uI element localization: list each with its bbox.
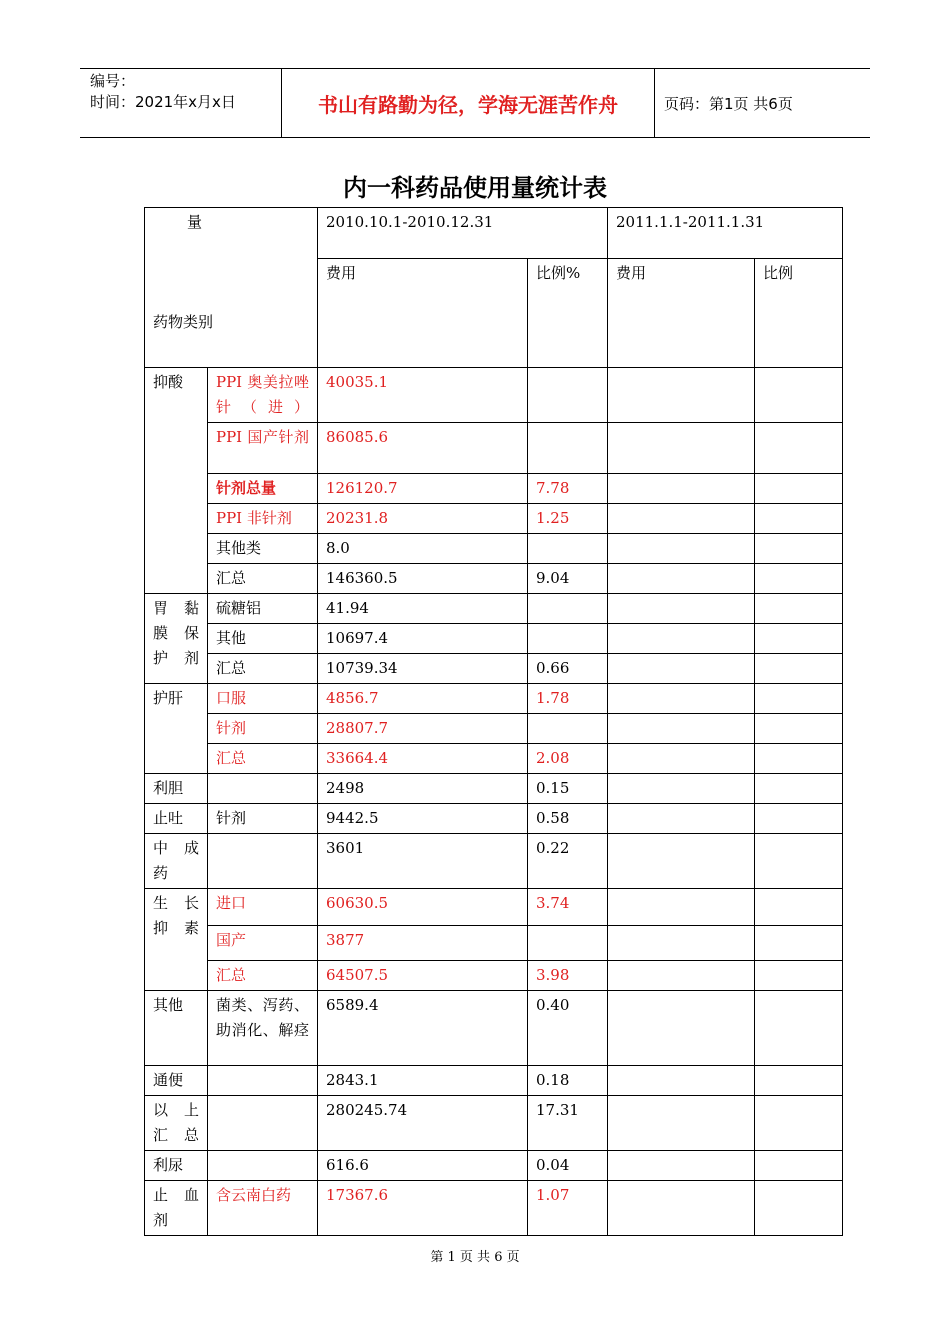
table-row (145, 1096, 843, 1151)
subcategory-cell: 其他 (208, 624, 318, 654)
ratio-cell: 1.25 (528, 504, 608, 534)
ratio-cell-2 (755, 714, 843, 744)
subcategory-cell (208, 774, 318, 804)
cost-cell-2 (608, 1151, 755, 1181)
ratio-cell: 1.07 (528, 1181, 608, 1236)
cost-cell: 20231.8 (318, 504, 528, 534)
cost-cell-2 (608, 714, 755, 744)
table-row (145, 1151, 843, 1181)
table-row (145, 594, 843, 624)
table-row (145, 926, 843, 961)
ratio-cell-2 (755, 1066, 843, 1096)
ratio-cell-2 (755, 1096, 843, 1151)
cost-cell-2 (608, 624, 755, 654)
ratio-cell (528, 624, 608, 654)
subcategory-cell: PPI 国产针剂 (208, 423, 318, 474)
subcategory-cell: 口服 (208, 684, 318, 714)
table-row (145, 368, 843, 423)
cost-cell: 280245.74 (318, 1096, 528, 1151)
table-row (145, 774, 843, 804)
cost-cell: 126120.7 (318, 474, 528, 504)
subcategory-cell (208, 1096, 318, 1151)
table-row (145, 834, 843, 889)
cost-cell-2 (608, 1066, 755, 1096)
subcategory-cell: PPI 奥美拉唑针（进） (208, 368, 318, 423)
cost-cell: 28807.7 (318, 714, 528, 744)
table-row (145, 474, 843, 504)
ratio-cell: 0.04 (528, 1151, 608, 1181)
cost-cell: 60630.5 (318, 889, 528, 926)
table-row (145, 804, 843, 834)
category-cell: 抑酸 (145, 368, 208, 594)
cost-cell: 2498 (318, 774, 528, 804)
table-row (145, 1181, 843, 1236)
cost-cell-2 (608, 594, 755, 624)
cost-cell-2 (608, 423, 755, 474)
table-row (145, 744, 843, 774)
cost-cell: 40035.1 (318, 368, 528, 423)
header-left (90, 71, 236, 113)
subcategory-cell: 针剂 (208, 804, 318, 834)
ratio-cell-2 (755, 423, 843, 474)
category-cell: 通便 (145, 1066, 208, 1096)
cost-header-2: 费用 (608, 259, 755, 368)
category-cell: 止吐 (145, 804, 208, 834)
cost-cell: 4856.7 (318, 684, 528, 714)
table-row (145, 961, 843, 991)
ratio-cell: 0.58 (528, 804, 608, 834)
table-row (145, 504, 843, 534)
cost-cell: 8.0 (318, 534, 528, 564)
category-cell: 胃 黏膜 保护剂 (145, 594, 208, 684)
ratio-cell-2 (755, 1151, 843, 1181)
ratio-cell-2 (755, 624, 843, 654)
table-row (145, 684, 843, 714)
motto: 书山有路勤为径，学海无涯苦作舟 (318, 92, 618, 117)
ratio-header-2: 比例 (755, 259, 843, 368)
number-label: 编号： (90, 72, 136, 90)
category-cell: 生 长抑素 (145, 889, 208, 991)
ratio-cell-2 (755, 774, 843, 804)
category-cell: 以 上汇总 (145, 1096, 208, 1151)
ratio-cell: 3.74 (528, 889, 608, 926)
cost-cell: 146360.5 (318, 564, 528, 594)
cost-cell-2 (608, 684, 755, 714)
subcategory-cell: 针剂 (208, 714, 318, 744)
table-row (145, 714, 843, 744)
table-row (145, 534, 843, 564)
subcategory-cell: 进口 (208, 889, 318, 926)
ratio-cell (528, 423, 608, 474)
ratio-cell (528, 714, 608, 744)
ratio-cell-2 (755, 889, 843, 926)
ratio-cell-2 (755, 368, 843, 423)
cost-cell-2 (608, 534, 755, 564)
cost-cell-2 (608, 368, 755, 423)
cost-cell: 64507.5 (318, 961, 528, 991)
time-label: 时间：2021年x月x日 (90, 93, 236, 111)
cost-cell-2 (608, 774, 755, 804)
period2-header: 2011.1.1-2011.1.31 (608, 208, 843, 259)
ratio-cell-2 (755, 991, 843, 1066)
ratio-cell-2 (755, 926, 843, 961)
cost-cell: 3601 (318, 834, 528, 889)
cost-cell-2 (608, 744, 755, 774)
cost-cell: 3877 (318, 926, 528, 961)
ratio-cell: 0.40 (528, 991, 608, 1066)
corner-bottom-label: 药物类别 (153, 313, 214, 331)
cost-cell: 616.6 (318, 1151, 528, 1181)
ratio-cell-2 (755, 564, 843, 594)
cost-cell-2 (608, 1181, 755, 1236)
cost-cell-2 (608, 804, 755, 834)
ratio-cell-2 (755, 834, 843, 889)
subcategory-cell (208, 1151, 318, 1181)
subcategory-cell: 汇总 (208, 564, 318, 594)
table-row (145, 889, 843, 926)
ratio-cell-2 (755, 474, 843, 504)
ratio-cell (528, 594, 608, 624)
corner-cell (145, 208, 318, 368)
ratio-cell-2 (755, 961, 843, 991)
ratio-cell-2 (755, 684, 843, 714)
cost-cell: 6589.4 (318, 991, 528, 1066)
ratio-cell: 1.78 (528, 684, 608, 714)
table-row (145, 654, 843, 684)
cost-cell-2 (608, 564, 755, 594)
subcategory-cell: 其他类 (208, 534, 318, 564)
ratio-cell-2 (755, 534, 843, 564)
ratio-cell-2 (755, 1181, 843, 1236)
cost-cell-2 (608, 889, 755, 926)
table-row (145, 1066, 843, 1096)
cost-cell: 9442.5 (318, 804, 528, 834)
page-title: 内一科药品使用量统计表 (343, 174, 607, 202)
cost-cell: 10739.34 (318, 654, 528, 684)
ratio-cell: 3.98 (528, 961, 608, 991)
page-info: 页码：第1页 共6页 (664, 95, 793, 113)
category-cell: 利胆 (145, 774, 208, 804)
subcategory-cell (208, 1066, 318, 1096)
subcategory-cell: 含云南白药 (208, 1181, 318, 1236)
table-row (145, 991, 843, 1066)
page-footer: 第 1 页 共 6 页 (430, 1250, 520, 1265)
category-cell: 利尿 (145, 1151, 208, 1181)
ratio-cell-2 (755, 594, 843, 624)
cost-cell: 33664.4 (318, 744, 528, 774)
cost-cell: 2843.1 (318, 1066, 528, 1096)
category-cell: 中 成药 (145, 834, 208, 889)
cost-cell-2 (608, 654, 755, 684)
cost-cell: 41.94 (318, 594, 528, 624)
ratio-cell (528, 534, 608, 564)
cost-cell-2 (608, 834, 755, 889)
category-cell: 其他 (145, 991, 208, 1066)
ratio-header: 比例% (528, 259, 608, 368)
period1-header: 2010.10.1-2010.12.31 (318, 208, 608, 259)
table-row (145, 564, 843, 594)
cost-cell-2 (608, 1096, 755, 1151)
ratio-cell: 0.66 (528, 654, 608, 684)
ratio-cell-2 (755, 744, 843, 774)
subcategory-cell: PPI 非针剂 (208, 504, 318, 534)
subcategory-cell: 汇总 (208, 961, 318, 991)
ratio-cell (528, 368, 608, 423)
subcategory-cell: 汇总 (208, 654, 318, 684)
subcategory-cell (208, 834, 318, 889)
ratio-cell (528, 926, 608, 961)
table-row (145, 208, 843, 259)
subcategory-cell: 汇总 (208, 744, 318, 774)
subcategory-cell: 硫糖铝 (208, 594, 318, 624)
header-divider (654, 69, 655, 137)
cost-cell: 17367.6 (318, 1181, 528, 1236)
ratio-cell: 17.31 (528, 1096, 608, 1151)
ratio-cell-2 (755, 504, 843, 534)
ratio-cell-2 (755, 654, 843, 684)
subcategory-cell: 国产 (208, 926, 318, 961)
ratio-cell: 7.78 (528, 474, 608, 504)
cost-cell-2 (608, 991, 755, 1066)
subcategory-cell: 菌类、泻药、助消化、解痉 (208, 991, 318, 1066)
subcategory-cell: 针剂总量 (208, 474, 318, 504)
drug-usage-table (144, 207, 843, 1236)
table-row (145, 624, 843, 654)
ratio-cell: 2.08 (528, 744, 608, 774)
cost-cell-2 (608, 961, 755, 991)
cost-cell: 86085.6 (318, 423, 528, 474)
cost-cell-2 (608, 474, 755, 504)
table-row (145, 423, 843, 474)
cost-cell: 10697.4 (318, 624, 528, 654)
cost-cell-2 (608, 926, 755, 961)
cost-cell-2 (608, 504, 755, 534)
ratio-cell: 9.04 (528, 564, 608, 594)
corner-top-label: 量 (187, 213, 203, 231)
document-header (80, 68, 870, 138)
ratio-cell-2 (755, 804, 843, 834)
ratio-cell: 0.18 (528, 1066, 608, 1096)
cost-header: 费用 (318, 259, 528, 368)
category-cell: 止 血剂 (145, 1181, 208, 1236)
ratio-cell: 0.22 (528, 834, 608, 889)
ratio-cell: 0.15 (528, 774, 608, 804)
category-cell: 护肝 (145, 684, 208, 774)
